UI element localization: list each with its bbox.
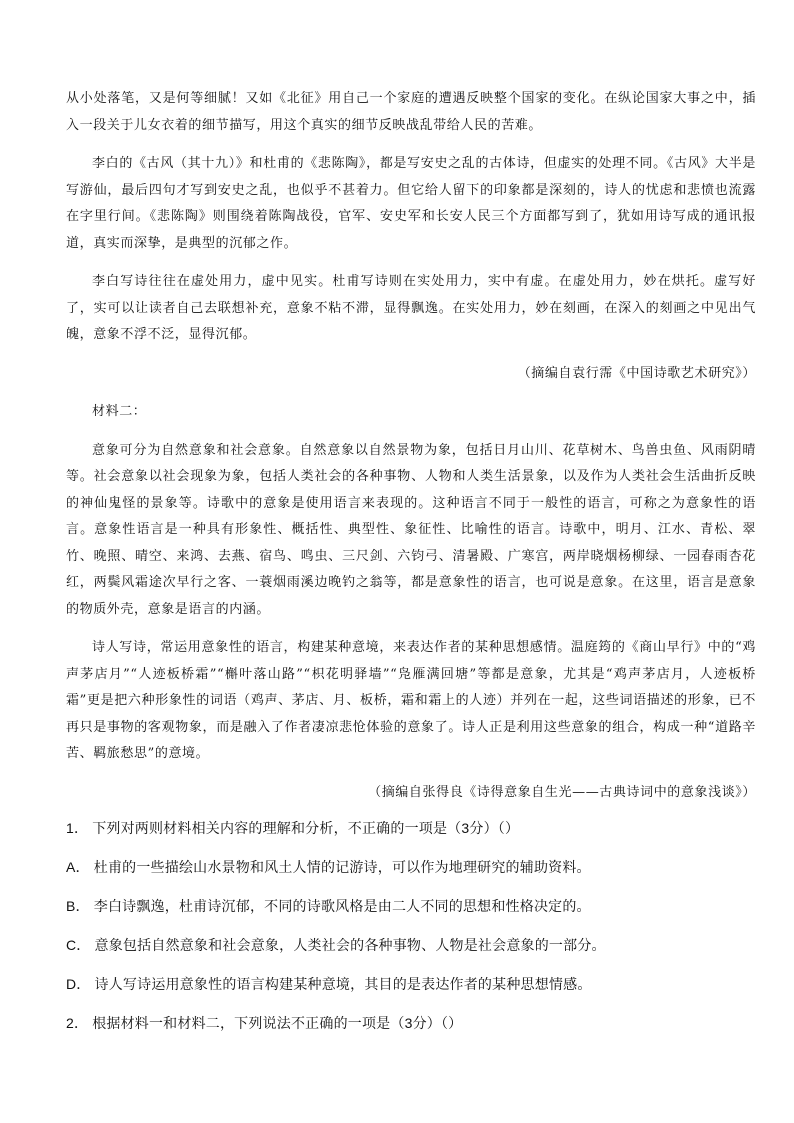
question-2-stem: 根据材料一和材料二，下列说法不正确的一项是（3分）（）	[92, 1015, 463, 1031]
question-1-option-b[interactable]	[66, 896, 756, 916]
question-2-number: 2．	[66, 1015, 89, 1031]
option-b-letter: B．	[66, 898, 90, 914]
document-page	[66, 86, 756, 1052]
option-a-letter: A．	[66, 859, 90, 875]
material1-paragraph-2: 李白的《古风（其十九）》和杜甫的《悲陈陶》，都是写安史之乱的古体诗，但虚实的处理不同。《古风》大半是写游仙，最后四句才写到安史之乱，也似乎不甚着力。但它给人留下的印象都是深刻的，诗人的忧虑和悲愤也流露在字里行间。《悲陈陶》则围绕着陈陶战役，官军、安史军和长安人民三个方面都写到了，犹如用诗写成的通讯报道，真实而深挚，是典型的沉郁之作。	[66, 156, 756, 251]
question-1-option-c[interactable]	[66, 935, 756, 955]
material1-paragraph-3: 李白写诗往往在虚处用力，虚中见实。杜甫写诗则在实处用力，实中有虚。在虚处用力，妙在烘托。虚写好了，实可以让读者自己去联想补充，意象不粘不滞，显得飘逸。在实处用力，妙在刻画，在深入的刻画之中见出气魄，意象不浮不泛，显得沉郁。	[66, 274, 756, 342]
question-1	[66, 818, 756, 838]
question-1-stem: 下列对两则材料相关内容的理解和分析，不正确的一项是（3分）（）	[92, 820, 520, 836]
option-d-letter: D．	[66, 976, 91, 992]
material2-paragraph-1: 意象可分为自然意象和社会意象。自然意象以自然景物为象，包括日月山川、花草树木、鸟兽虫鱼、风雨阴晴等。社会意象以社会现象为象，包括人类社会的各种事物、人物和人类生活景象，以及作为人类社会生活曲折反映的神仙鬼怪的景象等。诗歌中的意象是使用语言来表现的。这种语言不同于一般性的语言，可称之为意象性的语言。意象性语言是一种具有形象性、概括性、典型性、象征性、比喻性的语言。诗歌中，明月、江水、青松、翠竹、晚照、晴空、来鸿、去燕、宿鸟、鸣虫、三尺剑、六钧弓、清暑殿、广寒宫，两岸晓烟杨柳绿、一园春雨杏花红，两鬓风霜途次早行之客、一蓑烟雨溪边晚钓之翁等，都是意象性的语言，也可说是意象。在这里，语言是意象的物质外壳，意象是语言的内涵。	[66, 442, 756, 617]
option-c-letter: C．	[66, 937, 91, 953]
option-b-text: 李白诗飘逸，杜甫诗沉郁，不同的诗歌风格是由二人不同的思想和性格决定的。	[93, 898, 591, 914]
question-1-option-a[interactable]	[66, 857, 756, 877]
material1-paragraph-1: 从小处落笔，又是何等细腻！又如《北征》用自己一个家庭的遭遇反映整个国家的变化。在纵论国家大事之中，插入一段关于儿女衣着的细节描写，用这个真实的细节反映战乱带给人民的苦难。	[66, 91, 756, 133]
material2-paragraph-2: 诗人写诗，常运用意象性的语言，构建某种意境，来表达作者的某种思想感情。温庭筠的《商山早行》中的“鸡声茅店月”“人迹板桥霜”“槲叶落山路”“枳花明驿墙”“凫雁满回塘”等都是意象，尤其是“鸡声茅店月，人迹板桥霜”更是把六种形象性的词语（鸡声、茅店、月、板桥，霜和霜上的人迹）并列在一起，这些词语描述的形象，已不再只是事物的客观物象，而是融入了作者凄凉悲怆体验的意象了。诗人正是利用这些意象的组合，构成一种“道路辛苦、羁旅愁思”的意境。	[66, 640, 756, 761]
option-d-text: 诗人写诗运用意象性的语言构建某种意境，其目的是表达作者的某种思想情感。	[94, 976, 592, 992]
question-1-number: 1．	[66, 820, 89, 836]
material1-source: （摘编自袁行霈《中国诗歌艺术研究》）	[517, 365, 756, 381]
material2-source: （摘编自张得良《诗得意象自生光——古典诗词中的意象浅谈》）	[368, 784, 756, 800]
question-2	[66, 1013, 756, 1033]
question-1-option-d[interactable]	[66, 974, 756, 994]
option-a-text: 杜甫的一些描绘山水景物和风土人情的记游诗，可以作为地理研究的辅助资料。	[93, 859, 591, 875]
option-c-text: 意象包括自然意象和社会意象，人类社会的各种事物、人物是社会意象的一部分。	[94, 937, 606, 953]
material2-label: 材料二：	[92, 404, 147, 419]
